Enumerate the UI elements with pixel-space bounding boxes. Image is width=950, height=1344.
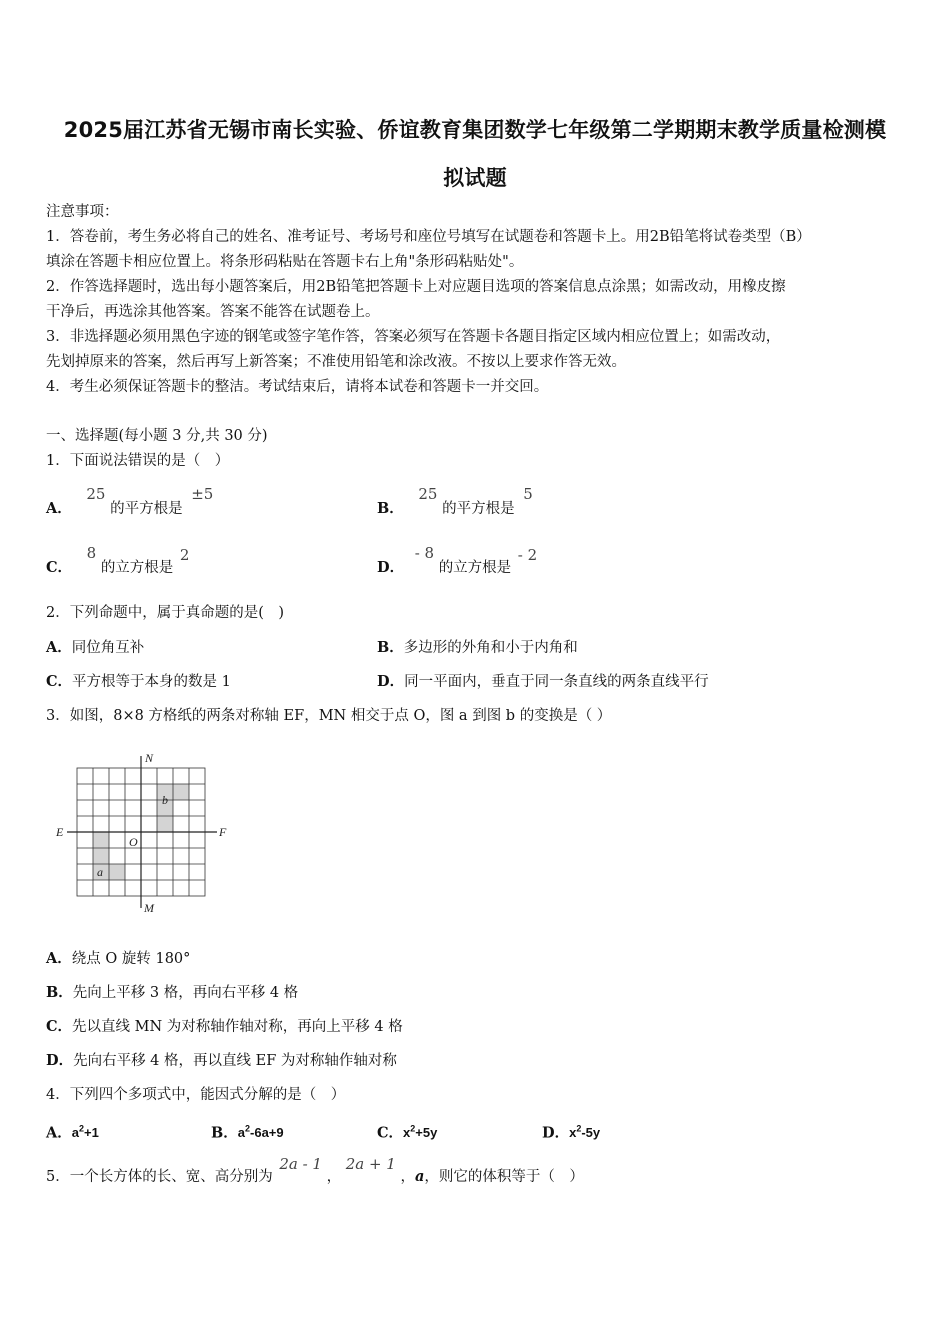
option-label: B． [46,984,73,1001]
option-label: B． [377,500,404,517]
notice-line: 2．作答选择题时，选出每小题答案后，用2B铅笔把答题卡上对应题目选项的答案信息点涂黑；如需改动，用橡皮擦 [46,279,786,295]
q3-option-a [46,949,190,969]
option-label: B． [211,1124,238,1142]
section-heading: 一、选择题(每小题 3 分,共 30 分) [46,428,268,444]
q5-variable: a [414,1168,425,1185]
poly-base: x [569,1125,577,1141]
poly-rest: +5y [415,1125,438,1141]
poly-rest: -5y [581,1125,601,1141]
q4-option-c [377,1119,437,1143]
math-expr: 2a + 1 [345,1155,396,1173]
label-n: N [145,751,154,765]
q4-option-d [542,1119,600,1143]
math-expr: 2a - 1 [279,1155,322,1173]
question-2-stem: 2．下列命题中，属于真命题的是( ) [46,605,285,621]
poly-exponent: 2 [79,1124,85,1134]
poly-base: a [237,1125,245,1141]
math-expr: 25 [418,485,438,503]
option-label: A． [46,1124,72,1142]
option-label: C． [46,1018,73,1035]
q3-option-b [46,983,298,1003]
label-a: a [97,865,103,879]
option-text: 先以直线 MN 为对称轴作轴对称，再向上平移 4 格 [72,1019,403,1035]
option-text: 同位角互补 [71,640,145,656]
q1-option-a [46,485,214,519]
q4-option-b [211,1119,284,1143]
q1-option-c [46,544,190,578]
notice-line: 1．答卷前，考生务必将自己的姓名、准考证号、考场号和座位号填写在试题卷和答题卡上。用2B铅笔将试卷类型（B） [46,229,811,245]
notice-line: 填涂在答题卡相应位置上。将条形码粘贴在答题卡右上角"条形码粘贴处"。 [46,254,524,270]
option-text: 的平方根是 [442,501,515,517]
question-4-stem: 4．下列四个多项式中，能因式分解的是（ ） [46,1087,346,1103]
q3-option-d [46,1051,397,1071]
option-text: 绕点 O 旋转 180° [71,951,191,967]
q4-option-a [46,1119,99,1143]
shape-b [157,784,173,832]
poly-exponent: 2 [245,1124,251,1134]
option-text: 的平方根是 [110,501,183,517]
poly-exponent: 2 [576,1124,582,1134]
q5-separator: ， [326,1169,342,1185]
question-1-stem: 1．下面说法错误的是（ ） [46,453,230,469]
option-text: 先向右平移 4 格，再以直线 EF 为对称轴作轴对称 [73,1053,397,1069]
q3-option-c [46,1017,403,1037]
poly-rest: -6a+9 [250,1125,284,1141]
q2-option-c [46,672,231,692]
option-text: 的立方根是 [100,560,174,576]
math-expr: 2 [179,546,190,564]
label-e: E [56,825,64,839]
math-expr: ±5 [191,485,214,503]
option-text: 平方根等于本身的数是 1 [72,674,231,690]
q5-text-pre: 5．一个长方体的长、宽、高分别为 [46,1169,273,1185]
q1-option-b [377,485,533,519]
label-o: O [129,835,138,849]
math-expr: 5 [523,485,533,503]
option-text: 先向上平移 3 格，再向右平移 4 格 [72,985,299,1001]
label-b: b [162,793,168,807]
q2-option-b [377,638,578,658]
poly-rest: +1 [84,1125,99,1141]
page-title-line1: 2025届江苏省无锡市南长实验、侨谊教育集团数学七年级第二学期期末教学质量检测模 [63,118,887,142]
option-label: A． [46,500,72,517]
option-label: C． [377,1124,404,1142]
notice-line: 4．考生必须保证答题卡的整洁。考试结束后，请将本试卷和答题卡一并交回。 [46,379,549,395]
math-expr: 25 [86,485,106,503]
label-m: M [144,901,154,915]
q1-option-d [377,544,538,578]
math-expr: 8 [86,544,97,562]
q2-option-d [377,672,709,692]
option-text: 同一平面内，垂直于同一条直线的两条直线平行 [404,674,709,690]
notice-line: 先划掉原来的答案，然后再写上新答案；不准使用铅笔和涂改液。不按以上要求作答无效。 [46,354,626,370]
option-text: 多边形的外角和小于内角和 [403,640,578,656]
notice-line: 干净后，再选涂其他答案。答案不能答在试题卷上。 [46,304,380,320]
option-label: D． [377,673,405,690]
poly-exponent: 2 [410,1124,416,1134]
poly-base: a [71,1125,79,1141]
option-label: D． [542,1124,570,1142]
notice-heading: 注意事项： [46,204,119,220]
option-text: 的立方根是 [438,560,512,576]
label-f: F [219,825,227,839]
q2-option-a [46,638,144,658]
option-label: D． [46,1052,74,1069]
math-expr: - 2 [517,546,538,564]
q5-text-post: ，则它的体积等于（ ） [424,1169,584,1185]
notice-line: 3．非选择题必须用黑色字迹的钢笔或签字笔作答，答案必须写在答题卡各题目指定区域内相应位置上；如需改动， [46,329,781,345]
poly-base: x [403,1125,411,1141]
option-label: A． [46,639,72,656]
option-label: C． [46,673,73,690]
grid-figure [52,748,252,918]
option-label: C． [46,559,73,576]
option-label: A． [46,950,72,967]
question-3-stem: 3．如图，8×8 方格纸的两条对称轴 EF，MN 相交于点 O，图 a 到图 b 的变换是（ ） [46,708,612,724]
question-5-stem [46,1155,584,1187]
q5-separator: ， [400,1169,415,1185]
option-label: D． [377,559,405,576]
math-expr: - 8 [414,544,435,562]
option-label: B． [377,639,404,656]
page-title-line2: 拟试题 [443,166,507,190]
